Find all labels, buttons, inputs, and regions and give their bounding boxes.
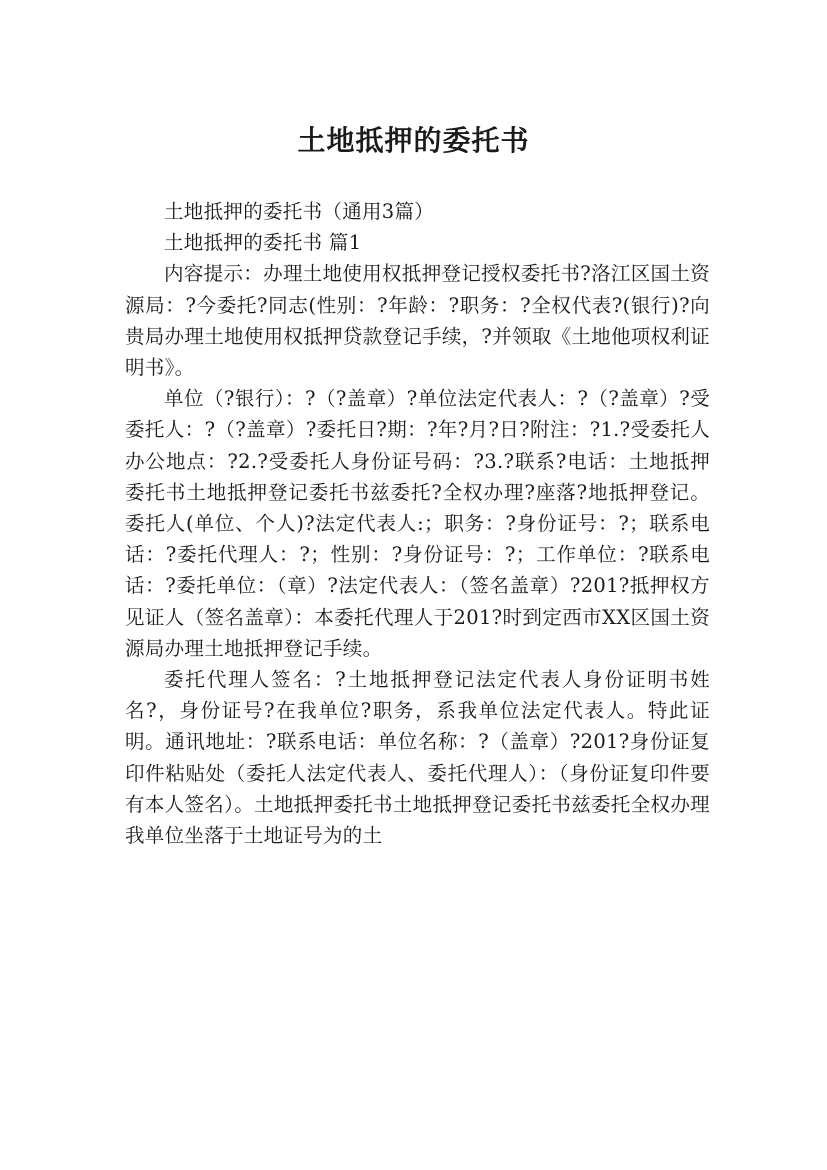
paragraph-content-hint: 内容提示：办理土地使用权抵押登记授权委托书?洛江区国土资源局：?今委托?同志(性别：?年龄：?职务：?全权代表?(银行)?向贵局办理土地使用权抵押贷款登记手续，?并领取《土地他项权利证明书》。 <box>125 262 710 380</box>
paragraph-section-heading: 土地抵押的委托书 篇1 <box>164 231 362 255</box>
paragraph-intro: 土地抵押的委托书（通用3篇） <box>164 200 435 223</box>
paragraph-agent-signature: 委托代理人签名：?土地抵押登记法定代表人身份证明书姓名?，身份证号?在我单位?职务，系我单位法定代表人。特此证明。通讯地址：?联系电话：单位名称：?（盖章）?201?身份证复印件粘贴处（委托人法定代表人、委托代理人）：（身份证复印件要有本人签名）。土地抵押委托书土地抵押登记委托书兹委托全权办理我单位坐落于土地证号为的土 <box>125 668 710 848</box>
document-title: 土地抵押的委托书 <box>297 123 530 157</box>
paragraph-unit-details: 单位（?银行）：?（?盖章）?单位法定代表人：?（?盖章）?受委托人：?（?盖章）?委托日?期：?年?月?日?附注：?1.?受委托人办公地点：?2.?受委托人身份证号码：?3.?联系?电话：土地抵押委托书土地抵押登记委托书兹委托?全权办理?座落?地抵押登记。委托人(单位、个人)?法定代表人:；职务：?身份证号：?；联系电话：?委托代理人：?；性别：?身份证号：?；工作单位：?联系电话：?委托单位：（章）?法定代表人：（签名盖章）?201?抵押权方见证人（签名盖章）：本委托代理人于201?时到定西市XX区国土资源局办理土地抵押登记手续。 <box>125 387 710 660</box>
document-body <box>125 196 710 851</box>
